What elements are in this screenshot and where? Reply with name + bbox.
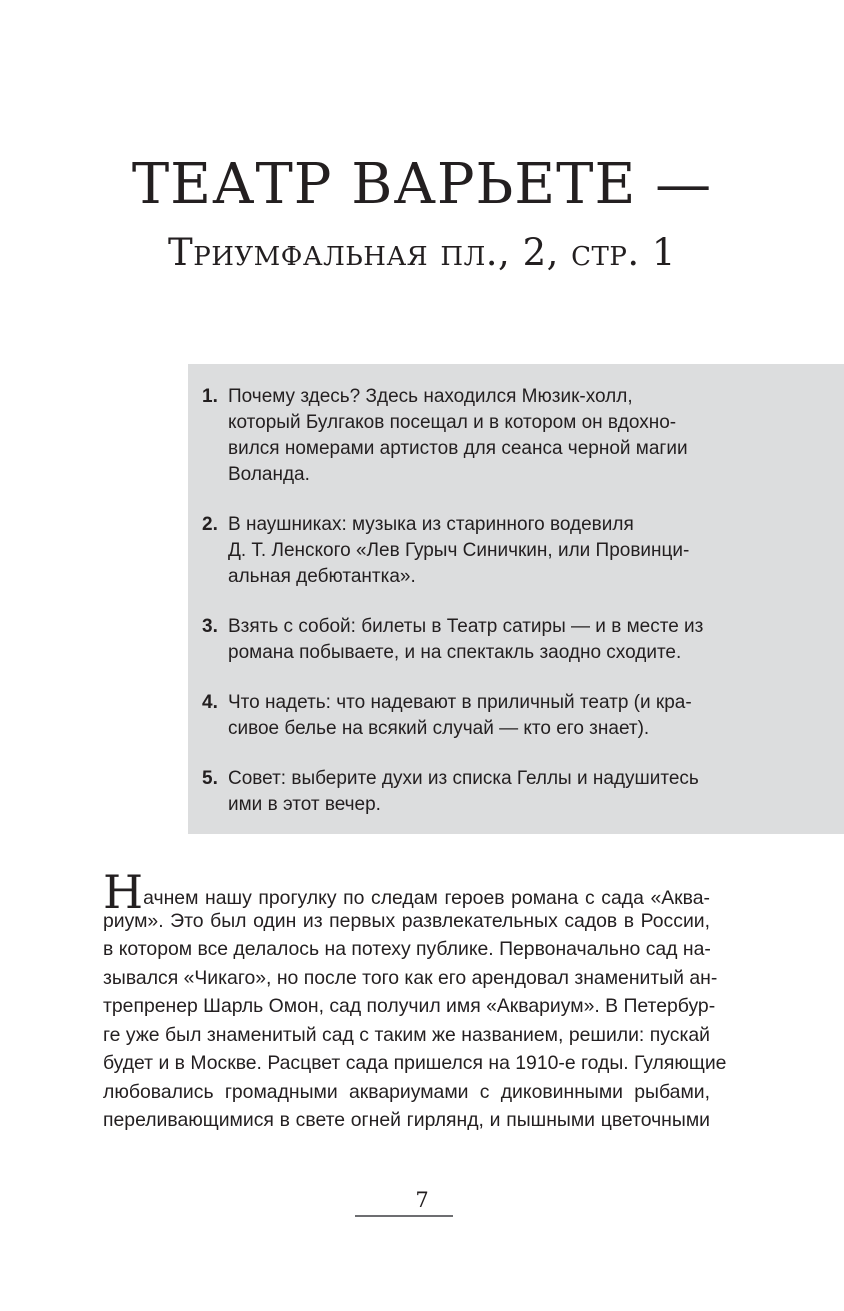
body-paragraph <box>103 865 727 1135</box>
body-line: ге уже был знаменитый сад с таким же названием, решили: пускай <box>103 1023 710 1046</box>
info-item-number: 1. <box>202 386 218 407</box>
info-item-text <box>228 690 764 742</box>
info-item <box>202 614 764 666</box>
page-number: 7 <box>415 1188 429 1212</box>
info-item-text <box>228 614 764 666</box>
info-item-line: ими в этот вечер. <box>228 794 381 815</box>
chapter-title-address: Триумфальная пл., 2, стр. 1 <box>168 231 676 274</box>
body-line-text: ачнем нашу прогулку по следам героев романа с сада «Аква- <box>143 887 710 909</box>
info-item-text <box>228 512 764 590</box>
body-line: трепренер Шарль Омон, сад получил имя «Аквариум». В Петербур- <box>103 995 716 1017</box>
info-item <box>202 690 764 742</box>
body-line: переливающимися в свете огней гирлянд, и пышными цветочными <box>103 1109 710 1131</box>
info-item-line: вился номерами артистов для сеанса черной магии <box>228 438 688 459</box>
info-box <box>188 364 844 834</box>
info-item-number: 5. <box>202 768 218 789</box>
info-item-line: Совет: выберите духи из списка Геллы и надушитесь <box>228 768 699 789</box>
body-line: будет и в Москве. Расцвет сада пришелся на 1910-е годы. Гуляющие <box>103 1052 727 1074</box>
info-item-number: 2. <box>202 514 218 535</box>
info-item-line: альная дебютантка». <box>228 566 416 587</box>
chapter-title <box>0 150 844 278</box>
info-item-number: 3. <box>202 616 218 637</box>
info-item-line: Д. Т. Ленского «Лев Гурыч Синичкин, или Провинци- <box>228 540 690 561</box>
info-item-line: Что надеть: что надевают в приличный театр (и кра- <box>228 692 692 713</box>
page-number-rule <box>355 1215 453 1217</box>
info-item <box>202 384 764 488</box>
body-line: зывался «Чикаго», но после того как его арендовал знаменитый ан- <box>103 966 718 989</box>
info-item-text <box>228 766 764 818</box>
info-item-line: Воланда. <box>228 464 310 485</box>
info-item-line: сивое белье на всякий случай — кто его знает). <box>228 718 650 739</box>
info-item-line: романа побываете, и на спектакль заодно сходите. <box>228 642 682 663</box>
chapter-title-main: ТЕАТР ВАРЬЕТЕ — <box>131 152 713 217</box>
info-item-line: который Булгаков посещал и в котором он вдохно- <box>228 412 677 433</box>
info-item <box>202 512 764 590</box>
body-line: риум». Это был один из первых развлекательных садов в России, <box>103 909 710 932</box>
info-item-line: Почему здесь? Здесь находился Мюзик-холл, <box>228 386 633 407</box>
info-item <box>202 766 764 818</box>
body-line <box>103 865 710 919</box>
info-item-line: В наушниках: музыка из старинного водевиля <box>228 514 634 535</box>
info-item-number: 4. <box>202 692 218 713</box>
info-item-line: Взять с собой: билеты в Театр сатиры — и в месте из <box>228 616 704 637</box>
dropcap-letter: Н <box>103 865 144 919</box>
body-line: любовались громадными аквариумами с диковинными рыбами, <box>103 1080 710 1103</box>
body-line: в котором все делалось на потеху публике. Первоначально сад на- <box>103 938 711 960</box>
info-item-text <box>228 384 764 488</box>
